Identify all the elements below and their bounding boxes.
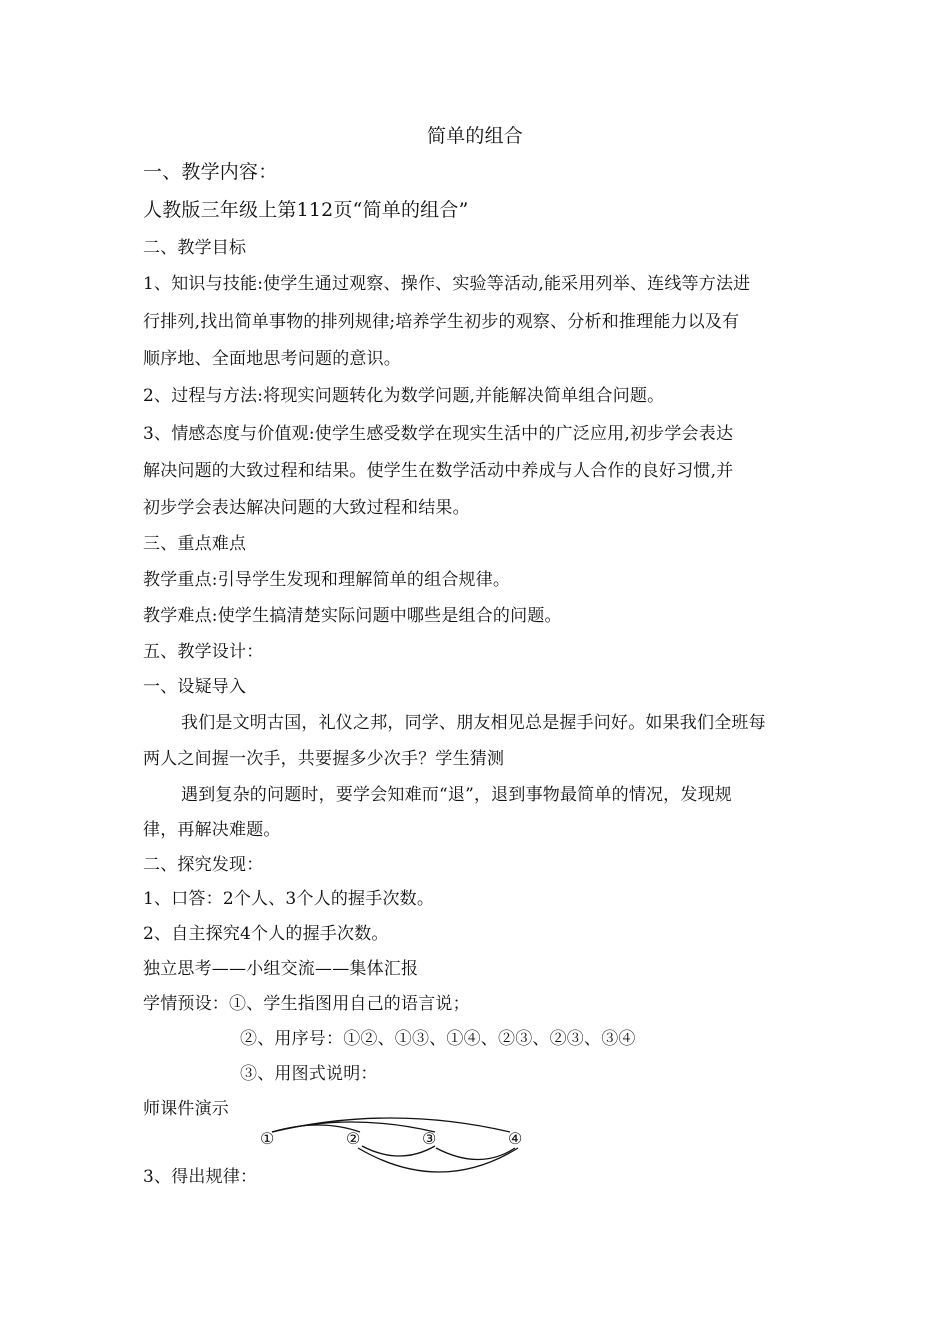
section-1-heading: 一、教学内容： (143, 161, 278, 183)
goal-3-line-1: 3、情感态度与价值观:使学生感受数学在现实生活中的广泛应用,初步学会表达 (143, 424, 734, 444)
preset-line-3: ③、用图式说明： (240, 1064, 378, 1084)
node-1: ① (260, 1129, 275, 1148)
section-2-heading: 二、教学目标 (143, 238, 247, 258)
node-3: ③ (422, 1129, 437, 1148)
design-1-para-1-line-1: 我们是文明古国，礼仪之邦，同学、朋友相见总是握手问好。如果我们全班每 (181, 713, 766, 733)
design-1-para-2-line-2: 律，再解决难题。 (143, 820, 281, 840)
goal-2: 2、过程与方法:将现实问题转化为数学问题,并能解决简单组合问题。 (143, 386, 665, 406)
teacher-demo-label: 师课件演示 (143, 1099, 229, 1119)
goal-3-line-3: 初步学会表达解决问题的大致过程和结果。 (143, 498, 470, 518)
document-title: 简单的组合 (426, 125, 523, 147)
preset-line-2: ②、用序号：①②、①③、①④、②③、②③、③④ (240, 1029, 636, 1049)
arc-3-4 (436, 1148, 515, 1160)
section-1-content: 人教版三年级上第112页“简单的组合” (143, 199, 469, 221)
node-4: ④ (508, 1129, 523, 1148)
section-3-heading: 三、重点难点 (143, 534, 247, 554)
section-5-heading: 五、教学设计： (143, 642, 264, 662)
design-1-para-2-line-1: 遇到复杂的问题时，要学会知难而“退”，退到事物最简单的情况，发现规 (181, 785, 732, 805)
goal-1-line-1: 1、知识与技能:使学生通过观察、操作、实验等活动,能采用列举、连线等方法进 (143, 274, 751, 294)
goal-1-line-2: 行排列,找出简单事物的排列规律;培养学生初步的观察、分析和推理能力以及有 (143, 312, 740, 332)
design-2-item-3: 3、得出规律： (143, 1167, 258, 1187)
goal-1-line-3: 顺序地、全面地思考问题的意识。 (143, 349, 401, 369)
preset-line-1: 学情预设：①、学生指图用自己的语言说； (143, 994, 470, 1014)
design-2-heading: 二、探究发现： (143, 855, 264, 875)
design-1-heading: 一、设疑导入 (143, 677, 247, 697)
design-2-flow: 独立思考——小组交流——集体汇报 (143, 959, 419, 979)
goal-3-line-2: 解决问题的大致过程和结果。使学生在数学活动中养成与人合作的良好习惯,并 (143, 461, 734, 481)
design-2-item-1: 1、口答：2个人、3个人的握手次数。 (143, 889, 435, 909)
arc-1-4 (272, 1118, 510, 1132)
difficulty: 教学难点:使学生搞清楚实际问题中哪些是组合的问题。 (143, 606, 562, 626)
node-2: ② (346, 1129, 361, 1148)
key-point: 教学重点:引导学生发现和理解简单的组合规律。 (143, 570, 511, 590)
design-1-para-1-line-2: 两人之间握一次手，共要握多少次手？学生猜测 (143, 749, 505, 769)
design-2-item-2: 2、自主探究4个人的握手次数。 (143, 924, 389, 944)
